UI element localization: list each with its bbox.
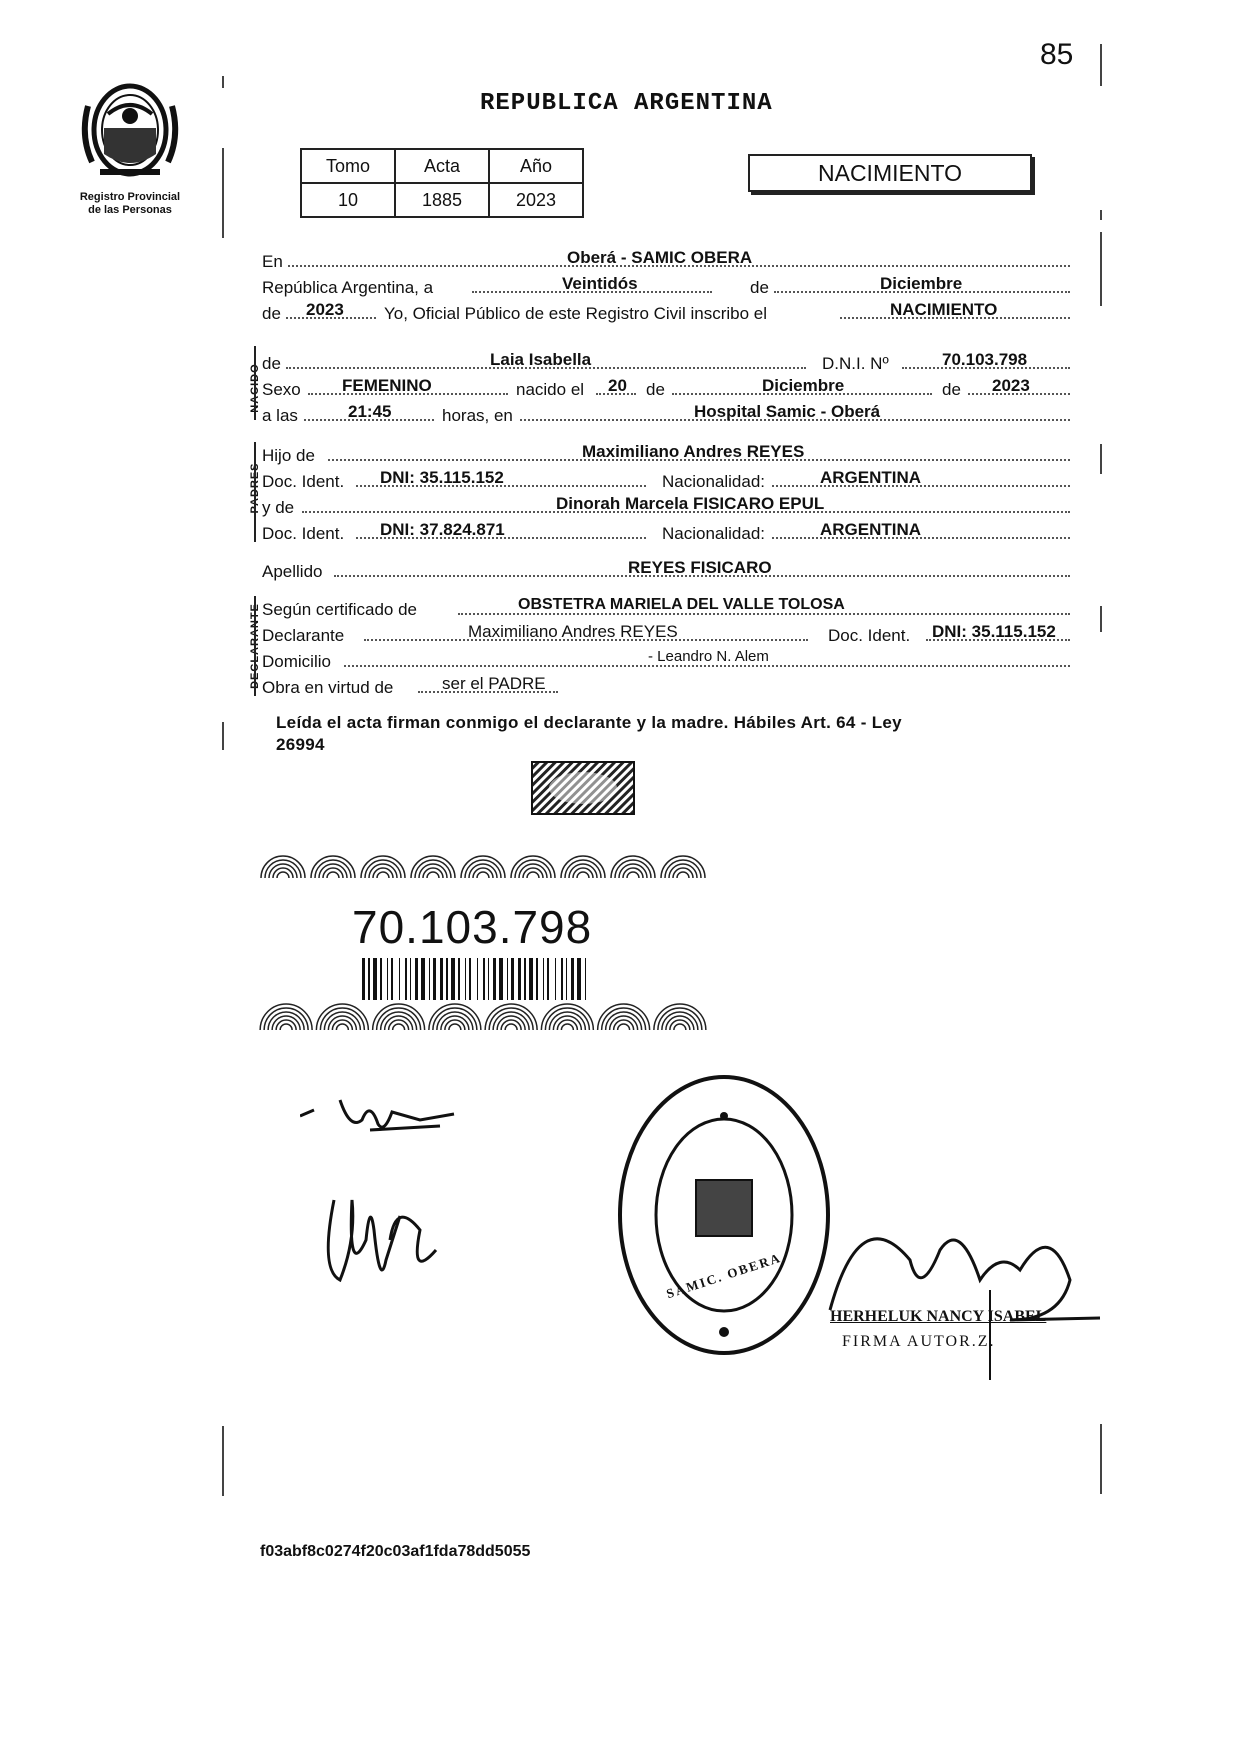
- label-nacionalidad-padre: Nacionalidad:: [662, 472, 766, 491]
- label-y-de: y de: [262, 498, 295, 517]
- ref-value-tomo: 10: [301, 183, 395, 217]
- row-domicilio: [262, 648, 1070, 672]
- label-nacido-el: nacido el: [516, 380, 585, 399]
- label-yo-oficial: Yo, Oficial Público de este Registro Civil inscribo el: [384, 304, 767, 323]
- row-declarante: [262, 622, 1070, 646]
- value-certificado: OBSTETRA MARIELA DEL VALLE TOLOSA: [518, 596, 845, 613]
- value-lugar: Oberá - SAMIC OBERA: [567, 248, 753, 267]
- declarant-signature-icon: [300, 1090, 460, 1310]
- value-declarante-doc: DNI: 35.115.152: [932, 622, 1056, 641]
- official-signature-icon: [820, 1190, 1110, 1380]
- margin-mark: [1100, 44, 1102, 86]
- label-dni: D.N.I. Nº: [822, 354, 889, 373]
- document-type-box: NACIMIENTO: [748, 154, 1032, 192]
- section-label-nacido: NACIDO: [249, 363, 261, 413]
- label-a-las: a las: [262, 406, 298, 425]
- issuer-caption-line-1: Registro Provincial: [79, 191, 181, 203]
- label-domicilio: Domicilio: [262, 652, 331, 671]
- page-number: 85: [1040, 38, 1074, 71]
- row-lugar: [262, 248, 1070, 272]
- label-en: En: [262, 252, 283, 271]
- country-title: REPUBLICA ARGENTINA: [480, 90, 773, 117]
- label-nacionalidad-madre: Nacionalidad:: [662, 524, 766, 543]
- value-dni: 70.103.798: [942, 350, 1028, 369]
- label-doc-ident-madre: Doc. Ident.: [262, 524, 345, 543]
- closing-statement: [276, 712, 1076, 756]
- row-madre: [262, 494, 1070, 518]
- section-label-padres: PADRES: [249, 462, 261, 514]
- label-republica: República Argentina, a: [262, 278, 434, 297]
- value-nombre: Laia Isabella: [490, 350, 592, 369]
- row-padre: [262, 442, 1070, 466]
- ref-value-anio: 2023: [489, 183, 583, 217]
- label-doc-ident-declarante: Doc. Ident.: [828, 626, 911, 645]
- value-mes-nacimiento: Diciembre: [762, 376, 845, 395]
- row-madre-doc: [262, 520, 1070, 544]
- label-de-anio: de: [262, 304, 281, 323]
- id-stamp-number: 70.103.798: [352, 901, 593, 953]
- section-rule-nacido: [254, 346, 256, 420]
- guilloche-band-bottom-icon: [258, 990, 708, 1030]
- provincial-coat-of-arms-icon: [78, 76, 182, 184]
- value-obra-en-virtud: ser el PADRE: [442, 674, 546, 693]
- label-obra-en-virtud: Obra en virtud de: [262, 678, 394, 697]
- row-apellido: [262, 558, 1070, 582]
- official-stamp: [614, 1070, 834, 1360]
- official-role: FIRMA AUTOR.Z.: [842, 1333, 996, 1350]
- label-hijo-de: Hijo de: [262, 446, 315, 465]
- label-de-anio-nacimiento: de: [942, 380, 961, 399]
- record-reference-table: [300, 148, 584, 218]
- issuer-caption-line-2: de las Personas: [88, 204, 172, 216]
- guilloche-band-top-icon: [258, 828, 708, 878]
- value-sexo: FEMENINO: [342, 376, 432, 395]
- row-obra-en-virtud: [262, 674, 1070, 698]
- ref-header-acta: Acta: [395, 149, 489, 183]
- value-madre-doc: DNI: 37.824.871: [380, 520, 505, 539]
- label-declarante: Declarante: [262, 626, 345, 645]
- value-madre: Dinorah Marcela FISICARO EPUL: [556, 494, 825, 513]
- value-madre-nacionalidad: ARGENTINA: [820, 520, 922, 539]
- value-hora: 21:45: [348, 402, 392, 421]
- row-nombre: [262, 350, 1070, 374]
- value-anio-inscripcion: 2023: [306, 300, 344, 319]
- section-label-declarante: DECLARANTE: [249, 603, 261, 689]
- label-apellido: Apellido: [262, 562, 323, 581]
- value-declarante: Maximiliano Andres REYES: [468, 622, 678, 641]
- label-de-mes: de: [750, 278, 769, 297]
- value-apellido: REYES FISICARO: [628, 558, 772, 577]
- value-domicilio: - Leandro N. Alem: [648, 648, 769, 665]
- registry-logo: [60, 76, 200, 217]
- row-anio-inscripcion: [262, 300, 1070, 324]
- label-de-dia: de: [646, 380, 665, 399]
- value-tipo-inscripcion: NACIMIENTO: [890, 300, 998, 319]
- row-sexo-fecha: [262, 376, 1070, 400]
- ref-header-tomo: Tomo: [301, 149, 395, 183]
- label-horas-en: horas, en: [442, 406, 513, 425]
- label-de-nombre: de: [262, 354, 281, 373]
- row-certificado: [262, 596, 1070, 620]
- ref-value-acta: 1885: [395, 183, 489, 217]
- label-doc-ident-padre: Doc. Ident.: [262, 472, 345, 491]
- section-rule-padres: [254, 442, 256, 542]
- value-lugar-nacimiento: Hospital Samic - Oberá: [694, 402, 881, 421]
- value-mes-inscripcion: Diciembre: [880, 274, 963, 293]
- row-padre-doc: [262, 468, 1070, 492]
- security-hologram-icon: [530, 760, 636, 816]
- value-padre-nacionalidad: ARGENTINA: [820, 468, 922, 487]
- value-dia-inscripcion: Veintidós: [562, 274, 638, 293]
- value-padre-doc: DNI: 35.115.152: [380, 468, 504, 487]
- stamp-inner-text: SAMIC. OBERA: [664, 1249, 784, 1302]
- closing-text-line-2: 26994: [276, 735, 325, 754]
- official-name: HERHELUK NANCY ISABEL: [830, 1308, 1047, 1325]
- ref-header-anio: Año: [489, 149, 583, 183]
- section-rule-declarante: [254, 596, 256, 696]
- row-fecha-inscripcion: [262, 274, 1070, 298]
- document-hash: f03abf8c0274f20c03af1fda78dd5055: [260, 1543, 531, 1560]
- label-sexo: Sexo: [262, 380, 301, 399]
- value-padre: Maximiliano Andres REYES: [582, 442, 805, 461]
- value-anio-nacimiento: 2023: [992, 376, 1030, 395]
- label-segun-certificado: Según certificado de: [262, 600, 417, 619]
- value-dia-nacimiento: 20: [608, 376, 627, 395]
- closing-text-line-1: Leída el acta firman conmigo el declarante y la madre. Hábiles Art. 64 - Ley: [276, 713, 902, 732]
- row-hora-lugar: [262, 402, 1070, 426]
- coat-of-arms-icon: [696, 1180, 752, 1236]
